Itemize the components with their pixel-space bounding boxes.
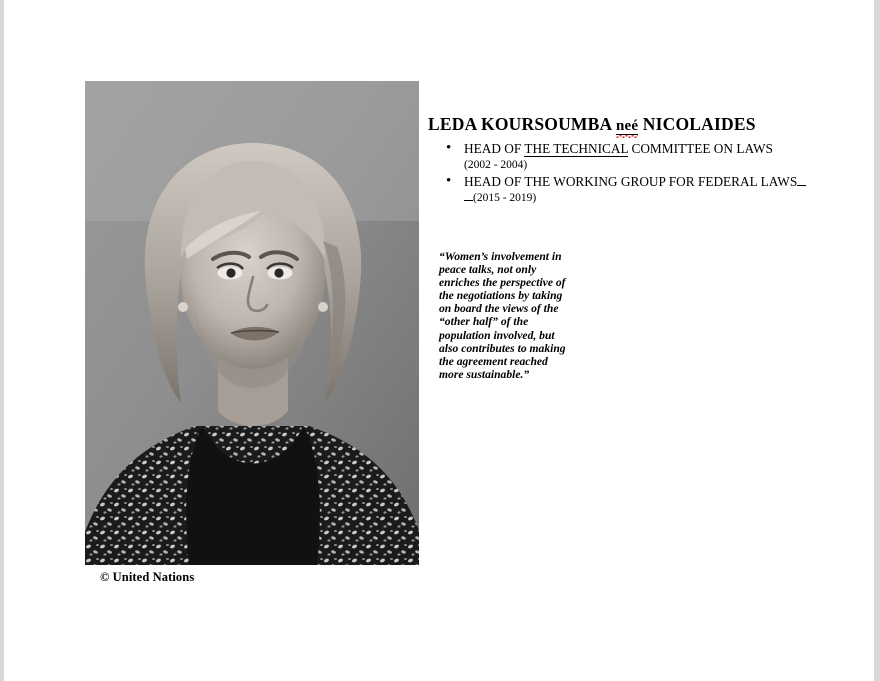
role-underlined: THE TECHNICAL — [524, 141, 629, 156]
title-part-2: NICOLAIDES — [638, 114, 756, 134]
document-page — [4, 0, 874, 681]
portrait-photo-image — [85, 81, 419, 565]
list-item — [464, 175, 864, 205]
role-prefix: HEAD OF — [464, 141, 525, 156]
list-item — [464, 142, 864, 172]
leading-underline — [464, 200, 473, 201]
trailing-underline — [797, 185, 806, 186]
pull-quote: “Women’s involvement in peace talks, not only enriches the perspective of the negotiations by taking on board the views of the “other half” of the population involved, but also contributes to making the agreement reached more sustainable.” — [439, 250, 566, 381]
window-right-edge — [874, 0, 880, 681]
portrait-photo — [85, 81, 419, 565]
page-title — [428, 114, 848, 135]
title-part-1: LEDA KOURSOUMBA — [428, 114, 616, 134]
role-prefix: HEAD OF THE WORKING GROUP FOR FEDERAL LAWS — [464, 174, 798, 189]
role-suffix: COMMITTEE ON LAWS — [628, 141, 773, 156]
photo-credit: © United Nations — [100, 570, 195, 584]
role-years: (2015 - 2019) — [473, 191, 537, 204]
title-nee: neé — [615, 118, 639, 134]
roles-list — [436, 142, 864, 208]
role-years: (2002 - 2004) — [464, 158, 528, 171]
